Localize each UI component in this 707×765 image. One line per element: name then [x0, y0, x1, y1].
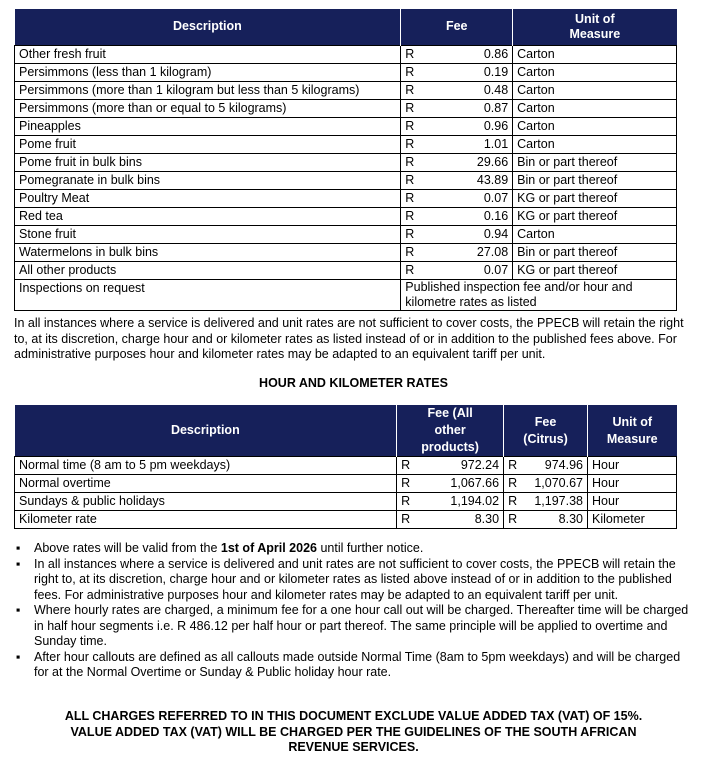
table-row [15, 171, 677, 189]
row-fee: 0.86 [421, 45, 513, 63]
rates-table-header [15, 405, 677, 457]
rate-currency-other: R [397, 511, 417, 529]
row-fee: 43.89 [421, 171, 513, 189]
row-currency: R [401, 189, 421, 207]
row-unit: Carton [513, 45, 677, 63]
table-row [15, 207, 677, 225]
rate-currency-citrus: R [504, 475, 524, 493]
table-row [15, 475, 677, 493]
row-fee: 0.16 [421, 207, 513, 225]
row-description: Pome fruit in bulk bins [15, 153, 401, 171]
row-currency: R [401, 243, 421, 261]
header-unit-label: Unit of Measure [569, 11, 621, 41]
rates-header-fee-citrus-label: Fee (Citrus) [523, 414, 568, 446]
section-title: HOUR AND KILOMETER RATES [259, 376, 448, 390]
rate-fee-other: 8.30 [417, 511, 504, 529]
row-unit: Bin or part thereof [513, 153, 677, 171]
list-item [14, 650, 692, 681]
row-description: All other products [15, 261, 401, 279]
table-row [15, 81, 677, 99]
row-description: Red tea [15, 207, 401, 225]
header-fee: Fee [401, 9, 513, 45]
row-unit: KG or part thereof [513, 261, 677, 279]
rate-description: Sundays & public holidays [15, 493, 397, 511]
list-item [14, 557, 692, 604]
rate-currency-citrus: R [504, 493, 524, 511]
row-fee: 0.94 [421, 225, 513, 243]
rates-table [14, 405, 677, 529]
fee-table-body [15, 45, 677, 279]
rate-currency-citrus: R [504, 457, 524, 475]
table-row-inspection [15, 279, 677, 310]
rate-currency-other: R [397, 475, 417, 493]
row-unit: Carton [513, 117, 677, 135]
bullet-4-text: After hour callouts are defined as all callouts made outside Normal Time (8am to 5pm weekdays) and will be charged for at the Normal Overtime or Sunday & Public holiday hour rate. [34, 649, 681, 679]
row-fee: 29.66 [421, 153, 513, 171]
row-currency: R [401, 225, 421, 243]
row-description: Pineapples [15, 117, 401, 135]
row-currency: R [401, 99, 421, 117]
bullet-1-post: until further notice. [317, 541, 424, 555]
rate-unit: Hour [588, 475, 677, 493]
vat-notice-line2: VALUE ADDED TAX (VAT) WILL BE CHARGED PER THE GUIDELINES OF THE SOUTH AFRICAN REVENUE SERVICES. [70, 724, 637, 754]
row-currency: R [401, 135, 421, 153]
inspection-desc: Inspections on request [15, 279, 401, 310]
rate-fee-citrus: 1,197.38 [524, 493, 588, 511]
row-unit: Carton [513, 81, 677, 99]
list-item [14, 541, 692, 557]
rate-fee-citrus: 974.96 [524, 457, 588, 475]
row-unit: Carton [513, 63, 677, 81]
rates-table-body [15, 457, 677, 529]
row-description: Pome fruit [15, 135, 401, 153]
table-row [15, 493, 677, 511]
row-description: Watermelons in bulk bins [15, 243, 401, 261]
rate-fee-other: 972.24 [417, 457, 504, 475]
row-unit: KG or part thereof [513, 189, 677, 207]
table-row [15, 243, 677, 261]
notes-list [14, 541, 692, 681]
header-unit [513, 9, 677, 45]
table-row [15, 153, 677, 171]
table-row [15, 261, 677, 279]
row-description: Stone fruit [15, 225, 401, 243]
table-row [15, 189, 677, 207]
row-description: Persimmons (more than 1 kilogram but less than 5 kilograms) [15, 81, 401, 99]
fee-table [14, 9, 677, 311]
rate-description: Normal time (8 am to 5 pm weekdays) [15, 457, 397, 475]
inspection-note: Published inspection fee and/or hour and kilometre rates as listed [401, 279, 677, 310]
row-currency: R [401, 153, 421, 171]
row-description: Pomegranate in bulk bins [15, 171, 401, 189]
table-row [15, 63, 677, 81]
row-fee: 0.07 [421, 261, 513, 279]
row-fee: 0.19 [421, 63, 513, 81]
rate-unit: Hour [588, 457, 677, 475]
rate-currency-other: R [397, 493, 417, 511]
rate-currency-citrus: R [504, 511, 524, 529]
row-currency: R [401, 171, 421, 189]
rates-header-fee-citrus [504, 405, 588, 457]
row-unit: Carton [513, 225, 677, 243]
table-row [15, 225, 677, 243]
row-description: Poultry Meat [15, 189, 401, 207]
row-fee: 27.08 [421, 243, 513, 261]
bullet-marker: ▪ [16, 556, 21, 571]
rates-header-description: Description [170, 423, 240, 437]
row-unit: Carton [513, 135, 677, 153]
row-currency: R [401, 117, 421, 135]
table-row [15, 457, 677, 475]
rates-header-unit [588, 405, 677, 457]
fee-table-header [15, 9, 677, 45]
table-row [15, 99, 677, 117]
vat-notice-line1: ALL CHARGES REFERRED TO IN THIS DOCUMENT EXCLUDE VALUE ADDED TAX (VAT) OF 15%. [64, 709, 643, 723]
row-fee: 0.96 [421, 117, 513, 135]
bullet-marker: ▪ [16, 603, 21, 617]
header-description: Description [173, 19, 242, 34]
table-row [15, 135, 677, 153]
row-description: Persimmons (less than 1 kilogram) [15, 63, 401, 81]
row-fee: 1.01 [421, 135, 513, 153]
row-description: Persimmons (more than or equal to 5 kilograms) [15, 99, 401, 117]
vat-notice [0, 709, 707, 756]
rate-description: Normal overtime [15, 475, 397, 493]
bullet-1-pre: Above rates will be valid from the [34, 541, 221, 555]
row-unit: KG or part thereof [513, 207, 677, 225]
row-currency: R [401, 207, 421, 225]
row-fee: 0.07 [421, 189, 513, 207]
rate-unit: Hour [588, 493, 677, 511]
row-fee: 0.87 [421, 99, 513, 117]
row-currency: R [401, 45, 421, 63]
rate-description: Kilometer rate [15, 511, 397, 529]
table-row [15, 511, 677, 529]
paragraph-unit-rates: In all instances where a service is delivered and unit rates are not sufficient to cover costs, the PPECB will retain the right to, at its discretion, charge hour and or kilometer rates as listed instead of or in addition to the published fees above. For administrative purposes hour and kilometer rates may be adapted to an equivalent tariff per unit. [14, 316, 684, 361]
rates-header-fee-other-label: Fee (All other products) [421, 406, 479, 454]
table-row [15, 117, 677, 135]
row-currency: R [401, 81, 421, 99]
row-unit: Carton [513, 99, 677, 117]
rate-fee-citrus: 8.30 [524, 511, 588, 529]
table-row [15, 45, 677, 63]
row-unit: Bin or part thereof [513, 243, 677, 261]
bullet-marker: ▪ [16, 649, 21, 664]
row-currency: R [401, 63, 421, 81]
rates-header-fee-other [397, 405, 504, 457]
row-unit: Bin or part thereof [513, 171, 677, 189]
rate-fee-other: 1,194.02 [417, 493, 504, 511]
rate-fee-citrus: 1,070.67 [524, 475, 588, 493]
rate-currency-other: R [397, 457, 417, 475]
rate-fee-other: 1,067.66 [417, 475, 504, 493]
list-item [14, 603, 692, 650]
row-currency: R [401, 261, 421, 279]
row-fee: 0.48 [421, 81, 513, 99]
bullet-1-date: 1st of April 2026 [220, 541, 317, 555]
rates-header-unit-label: Unit of Measure [606, 414, 658, 446]
bullet-2-text: In all instances where a service is delivered and unit rates are not sufficient to cover costs, the PPECB will retain the right to, at its discretion, charge hour and or kilometer rates as listed above instead of or in addition to the published fees. For administrative purposes hour and kilometer rates may be adapted to an equivalent tariff per unit. [34, 556, 676, 602]
row-description: Other fresh fruit [15, 45, 401, 63]
bullet-marker: ▪ [16, 541, 21, 555]
rate-unit: Kilometer [588, 511, 677, 529]
bullet-3-text: Where hourly rates are charged, a minimum fee for a one hour call out will be charged. Thereafter time will be charged in half hour segments i.e. R 486.12 per half hour or part thereof. The same principle will be applied to overtime and Sunday time. [34, 603, 689, 648]
